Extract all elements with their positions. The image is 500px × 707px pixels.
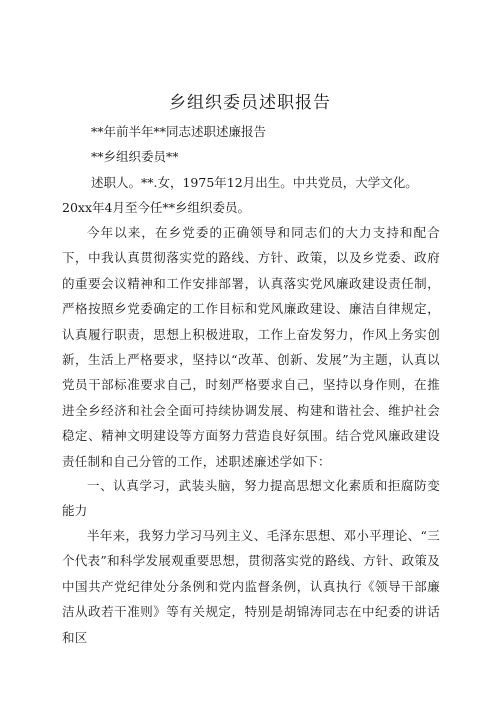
intro-line-2: 20xx年4月至今任**乡组织委员。 (62, 200, 250, 215)
paragraph-1: 今年以来，在乡党委的正确领导和同志们的大力支持和配合下，中我认真贯彻落实党的路线、方针、政策，以及乡党委、政府的重要会议精神和工作安排部署，认真落实党风廉政建设责任制，严格按照乡党委确定的工作目标和党风廉政建设、廉洁自律规定，认真履行职责，思想上积极进取，工作上奋发努力，作风上务实创新，生活上严格要求，坚持以“改革、创新、发展”为主题，认真以党员干部标准要求自己，时刻严格要求自己，坚持以身作则，在推进全乡经济和社会全面可持续协调发展、构建和谐社会、维护社会稳定、精神文明建设等方面努力营造良好氛围。结合党风廉政建设责任制和自己分管的工作，述职述廉述学如下： (62, 225, 440, 469)
subtitle: **年前半年**同志述职述廉报告 (91, 124, 267, 139)
section-heading-1: 一、认真学习，武装头脑，努力提高思想文化素质和拒腐防变能力 (62, 478, 440, 519)
document-title: 乡组织委员述职报告 (169, 93, 331, 113)
paragraph-2: 半年来，我努力学习马列主义、毛泽东思想、邓小平理论、“三个代表”和科学发展观重要思想，贯彻落实党的路线、方针、政策及中国共产党纪律处分条例和党内监督条例，认真执行《领导干部廉洁从政若干准则》等有关规定，特别是胡锦涛同志在中纪委的讲话和区 (62, 528, 440, 645)
intro-line-1: 述职人。**.女，1975年12月出生。中共党员，大学文化。 (91, 175, 418, 190)
author-line: **乡组织委员** (91, 149, 179, 164)
